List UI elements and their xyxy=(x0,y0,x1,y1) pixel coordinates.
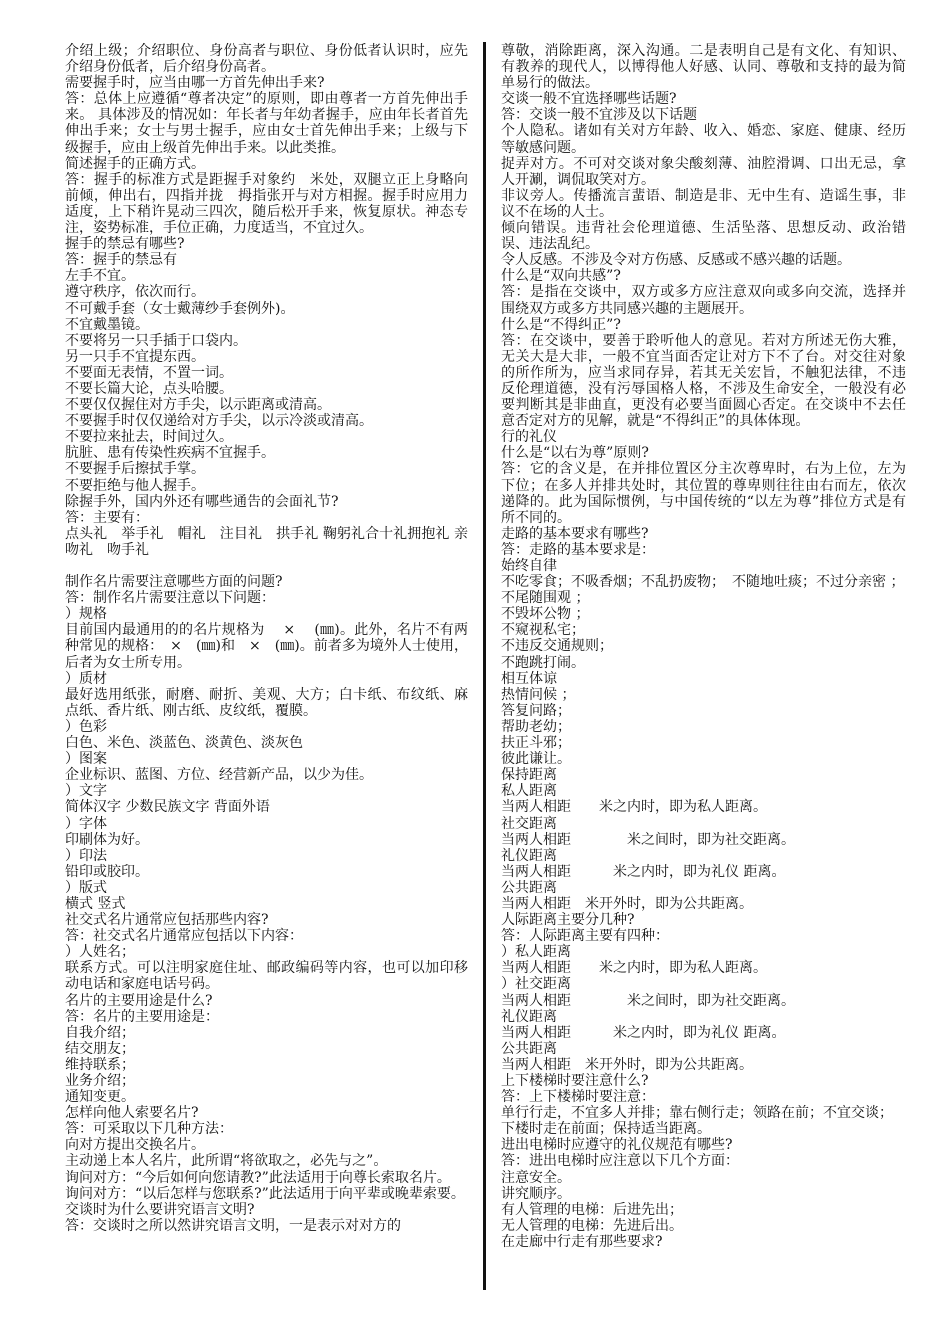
text-paragraph: 通知变更。 xyxy=(65,1089,135,1106)
text-paragraph: 点头礼 举手礼 帽礼 注目礼 拱手礼 鞠躬礼合十礼拥抱礼 亲吻礼 吻手礼 xyxy=(65,525,468,558)
text-paragraph: 不尾随围观 ； xyxy=(501,590,590,607)
text-paragraph: 热情问候 ； xyxy=(501,686,576,703)
text-paragraph: ）印法 xyxy=(65,847,107,864)
text-paragraph: 答：可采取以下几种方法： xyxy=(65,1121,233,1138)
text-paragraph: 当两人相距 米之间时，即为社交距离。 xyxy=(501,831,795,848)
text-paragraph: 不要握手时仅仅递给对方手尖，以示冷淡或清高。 xyxy=(65,413,373,430)
text-paragraph: 制作名片需要注意哪些方面的问题? xyxy=(65,574,283,591)
text-paragraph: 除握手外，国内外还有哪些通告的会面礼节? xyxy=(65,493,339,510)
text-paragraph: 不要拒绝与他人握手。 xyxy=(65,477,205,494)
text-paragraph: 介绍上级；介绍职位、身份高者与职位、身份低者认识时，应先介绍身份低者，后介绍身份高者。 xyxy=(65,43,468,76)
text-paragraph: 不要将另一只手插于口袋内。 xyxy=(65,332,247,349)
text-paragraph: 当两人相距 米之内时，即为礼仪 距离。 xyxy=(501,863,786,880)
text-paragraph: 不吃零食；不吸香烟；不乱扔废物； 不随地吐痰；不过分亲密 ； xyxy=(501,574,905,591)
text-paragraph: 不要面无表情，不置一词。 xyxy=(65,364,233,381)
text-paragraph: 左手不宜。 xyxy=(65,268,135,285)
text-paragraph: 简体汉字 少数民族文字 背面外语 xyxy=(65,799,270,816)
text-paragraph: 非议旁人。传播流言蜚语、制造是非、无中生有、造谣生事，非议不在场的人士。 xyxy=(501,187,906,220)
text-paragraph: 个人隐私。诸如有关对方年龄、收入、婚恋、家庭、健康、经历等敏感问题。 xyxy=(501,123,906,156)
text-paragraph: 目前国内最通用的的名片规格为 × (㎜)。此外，名片不有两种常见的规格： × (㎜)和 × (㎜)。前者多为境外人士使用，后者为女士所专用。 xyxy=(65,622,468,671)
text-paragraph: 当两人相距 米之间时，即为社交距离。 xyxy=(501,992,795,1009)
text-paragraph: 不要拉来扯去，时间过久。 xyxy=(65,429,233,446)
text-paragraph: 答：握手的禁忌有 xyxy=(65,252,177,269)
text-paragraph: 答：交谈一般不宜涉及以下话题 xyxy=(501,107,697,124)
text-paragraph: 答：走路的基本要求是： xyxy=(501,541,655,558)
text-paragraph: 保持距离 xyxy=(501,767,557,784)
text-paragraph: 令人反感。不涉及令对方伤感、反感或不感兴趣的话题。 xyxy=(501,252,851,269)
text-paragraph: 答：握手的标准方式是距握手对象约 米处，双腿立正上身略向前倾，伸出右，四指并拢 拇指张开与对方相握。握手时应用力适度，上下稍许晃动三四次，随后松开手来，恢复原状。神态专注，姿势标准，手位正确，力度适当，不宜过久。 xyxy=(65,171,468,237)
text-paragraph: 肮脏、患有传染性疾病不宜握手。 xyxy=(65,445,275,462)
text-paragraph: 向对方提出交换名片。 xyxy=(65,1137,205,1154)
text-paragraph: 当两人相距 米之内时，即为礼仪 距离。 xyxy=(501,1024,786,1041)
text-paragraph: 不要握手后擦拭手掌。 xyxy=(65,461,205,478)
text-paragraph: 答：总体上应遵循“尊者决定”的原则，即由尊者一方首先伸出手来。 具体涉及的情况如：年长者与年幼者握手，应由年长者首先伸出手来；女士与男士握手，应由女士首先伸出手来；上级与下级握手，应由上级首先伸出手来。以此类推。 xyxy=(65,91,468,156)
text-paragraph: 最好选用纸张，耐磨、耐折、美观、大方；白卡纸、布纹纸、麻点纸、香片纸、刚古纸、皮纹纸，覆膜。 xyxy=(65,686,468,719)
text-paragraph: ）质材 xyxy=(65,670,107,687)
text-paragraph: 帮助老幼； xyxy=(501,718,571,735)
text-paragraph: 人际距离主要分几种? xyxy=(501,912,635,929)
text-paragraph: 联系方式。可以注明家庭住址、邮政编码等内容，也可以加印移动电话和家庭电话号码。 xyxy=(65,960,468,993)
text-paragraph: 简述握手的正确方式。 xyxy=(65,155,205,172)
column-divider xyxy=(483,42,486,1290)
text-paragraph: 不违反交通规则； xyxy=(501,638,613,655)
text-paragraph: 答：名片的主要用途是： xyxy=(65,1008,219,1025)
text-paragraph: 当两人相距 米开外时，即为公共距离。 xyxy=(501,895,753,912)
text-paragraph: 不毁坏公物 ； xyxy=(501,606,590,623)
text-paragraph: 当两人相距 米之内时，即为私人距离。 xyxy=(501,960,767,977)
text-paragraph: 彼此谦让。 xyxy=(501,751,571,768)
text-paragraph: 交谈时为什么要讲究语言文明? xyxy=(65,1201,255,1218)
text-paragraph: 讲究顺序。 xyxy=(501,1185,571,1202)
text-paragraph: 相互体谅 xyxy=(501,670,557,687)
text-paragraph: 不窥视私宅； xyxy=(501,622,585,639)
text-paragraph: 不跑跳打闹。 xyxy=(501,654,585,671)
text-paragraph: 公共距离 xyxy=(501,1040,557,1057)
text-paragraph: 另一只手不宜提东西。 xyxy=(65,348,205,365)
text-paragraph: ）社交距离 xyxy=(501,976,571,993)
text-paragraph: 当两人相距 米之内时，即为私人距离。 xyxy=(501,799,767,816)
text-paragraph: 答：在交谈中，要善于聆听他人的意见。若对方所述无伤大雅，无关大是大非，一般不宜当面否定让对方下不了台。对交往对象的所作所为，应当求同存异，若其无关宏旨，不触犯法律，不违反伦理道德，没有污辱国格人格，不涉及生命安全，一般没有必要判断其是非曲直，更没有必要当面圆心否定。在交谈中不去任意否定对方的见解，就是“不得纠正”的具体体现。 xyxy=(501,332,906,430)
text-paragraph: 公共距离 xyxy=(501,879,557,896)
text-paragraph: ）私人距离 xyxy=(501,944,571,961)
text-paragraph: 上下楼梯时要注意什么? xyxy=(501,1073,649,1089)
text-paragraph: 答：它的含义是，在并排位置区分主次尊卑时，右为上位，左为下位；在多人并排共处时，其位置的尊卑则往往由右而左，依次递降的。此为国际惯例，与中国传统的“以左为尊”排位方式是有所不同的。 xyxy=(501,461,906,526)
text-paragraph: 始终自律 xyxy=(501,558,557,574)
text-paragraph: ）规格 xyxy=(65,606,107,623)
text-paragraph: 答复问路； xyxy=(501,702,571,719)
text-paragraph: 怎样向他人索要名片? xyxy=(65,1105,199,1122)
text-paragraph: 维持联系； xyxy=(65,1056,135,1073)
text-paragraph: ）图案 xyxy=(65,751,107,768)
text-paragraph: 需要握手时，应当由哪一方首先伸出手来? xyxy=(65,75,325,92)
text-paragraph: 注意安全。 xyxy=(501,1169,571,1186)
text-paragraph: 自我介绍； xyxy=(65,1024,135,1041)
text-paragraph: 社交距离 xyxy=(501,815,557,832)
text-paragraph: 什么是“以右为尊”原则? xyxy=(501,445,649,462)
text-paragraph: 倾向错误。违背社会伦理道德、生活坠落、思想反动、政治错误、违法乱纪。 xyxy=(501,220,906,253)
text-paragraph: 印刷体为好。 xyxy=(65,831,149,848)
text-paragraph: 询问对方：“今后如何向您请教?”此法适用于向尊长索取名片。 xyxy=(65,1169,451,1186)
text-paragraph: 白色、米色、淡蓝色、淡黄色、淡灰色 xyxy=(65,735,303,752)
text-paragraph: 交谈一般不宜选择哪些话题? xyxy=(501,91,677,108)
text-paragraph: 不可戴手套（女士戴薄纱手套例外)。 xyxy=(65,300,295,317)
text-paragraph: 询问对方：“以后怎样与您联系?”此法适用于向平辈或晚辈索要。 xyxy=(65,1185,465,1202)
text-paragraph: 什么是“不得纠正”? xyxy=(501,316,621,333)
text-paragraph: 什么是“双向共感”? xyxy=(501,268,621,285)
text-paragraph: 当两人相距 米开外时，即为公共距离。 xyxy=(501,1056,753,1073)
text-paragraph: 握手的禁忌有哪些? xyxy=(65,236,185,253)
text-paragraph: ）色彩 xyxy=(65,718,107,735)
text-paragraph: 在走廊中行走有那些要求? xyxy=(501,1233,663,1250)
text-paragraph: 答：交谈时之所以然讲究语言文明，一是表示对对方的 xyxy=(65,1217,401,1234)
text-paragraph: 答：制作名片需要注意以下问题： xyxy=(65,590,275,607)
text-paragraph: 答：人际距离主要有四种： xyxy=(501,928,669,945)
text-paragraph: 答：社交式名片通常应包括以下内容： xyxy=(65,928,303,945)
text-paragraph: 答：进出电梯时应注意以下几个方面： xyxy=(501,1153,739,1170)
text-paragraph: 答：主要有： xyxy=(65,509,149,526)
text-paragraph: 私人距离 xyxy=(501,783,557,800)
text-paragraph: 横式 竖式 xyxy=(65,895,126,912)
text-paragraph: 遵守秩序，依次而行。 xyxy=(65,284,205,301)
text-paragraph: 礼仪距离 xyxy=(501,847,557,864)
text-paragraph: 答：上下楼梯时要注意： xyxy=(501,1089,655,1106)
text-paragraph: 扶正斗邪； xyxy=(501,735,571,752)
text-paragraph: 捉弄对方。不可对交谈对象尖酸刻薄、油腔滑调、口出无忌，拿人开涮，调侃取笑对方。 xyxy=(501,155,906,188)
text-paragraph: 答：是指在交谈中，双方或多方应注意双向或多向交流，选择并围绕双方或多方共同感兴趣的主题展开。 xyxy=(501,284,906,317)
text-paragraph: ）文字 xyxy=(65,783,107,800)
text-paragraph: 结交朋友； xyxy=(65,1040,135,1057)
text-paragraph: 进出电梯时应遵守的礼仪规范有哪些? xyxy=(501,1137,733,1154)
text-paragraph: ）人姓名； xyxy=(65,944,135,961)
text-paragraph: 尊敬，消除距离，深入沟通。二是表明自己是有文化、有知识、有教养的现代人，以博得他人好感、认同、尊敬和支持的最为简单易行的做法。 xyxy=(501,43,906,92)
text-paragraph: 名片的主要用途是什么? xyxy=(65,992,213,1009)
text-paragraph: 有人管理的电梯：后进先出； xyxy=(501,1201,683,1218)
text-paragraph: 社交式名片通常应包括那些内容? xyxy=(65,912,269,929)
text-paragraph: ）版式 xyxy=(65,879,107,896)
text-paragraph: 下楼时走在前面；保持适当距离。 xyxy=(501,1121,711,1138)
text-paragraph: 不要长篇大论，点头哈腰。 xyxy=(65,380,233,397)
text-paragraph: 不要仅仅握住对方手尖，以示距离或清高。 xyxy=(65,397,331,414)
text-paragraph: 铅印或胶印。 xyxy=(65,863,149,880)
text-paragraph xyxy=(65,558,468,574)
text-paragraph: 业务介绍； xyxy=(65,1073,135,1089)
text-paragraph: 无人管理的电梯：先进后出。 xyxy=(501,1217,683,1234)
text-paragraph: 单行行走，不宜多人并排；靠右侧行走；领路在前；不宜交谈； xyxy=(501,1105,893,1122)
text-paragraph: 礼仪距离 xyxy=(501,1008,557,1025)
text-paragraph: 走路的基本要求有哪些? xyxy=(501,525,649,542)
text-paragraph: 行的礼仪 xyxy=(501,429,557,446)
text-paragraph: 主动递上本人名片，此所谓“将欲取之，必先与之”。 xyxy=(65,1153,388,1170)
right-text-column xyxy=(501,43,906,1250)
left-text-column xyxy=(65,43,468,1234)
text-paragraph: 企业标识、蓝图、方位、经营新产品，以少为佳。 xyxy=(65,767,373,784)
text-paragraph: 不宜戴墨镜。 xyxy=(65,316,149,333)
text-paragraph: ）字体 xyxy=(65,815,107,832)
